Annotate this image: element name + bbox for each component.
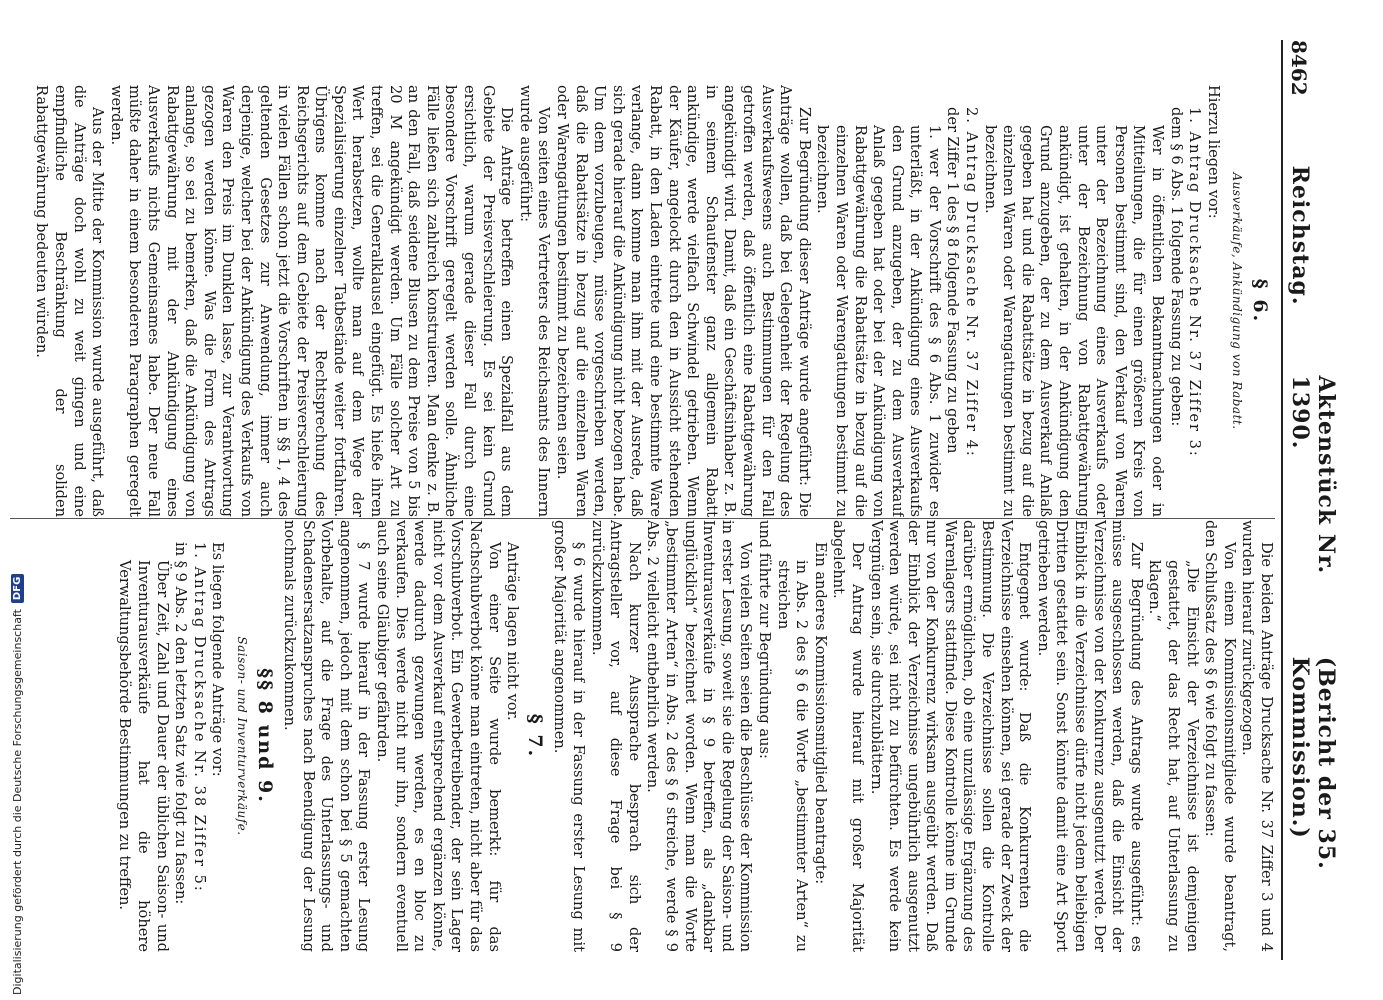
header-document: Aktenstück Nr. 1390. [1287,375,1339,575]
credit-text: Digitalisierung gefördert durch die Deutsche Forschungsgemeinschaft [11,609,24,995]
column-divider [10,518,1275,519]
paragraph: Entgegnet wurde: Daß die Konkurrenten die Verzeichnisse einsehen können, sei gerade der Zweck der Bestimmung. Die Verzeichnisse sollen die Kontrolle darüber ermöglichen, ob eine unzulässige Ergänzung des Warenlagers stattfinde. Diese Kontrolle könne im Grunde nur von der Konkurrenz wirksam ausgeübt werden. Daß der Einblick der Verzeichnisse ungebührlich ausgenutzt werden würde, sei nicht zu befürchten. Es werde kein Vergnügen sein, sie durchzublättern. [867,520,1034,952]
left-column [10,85,1275,517]
paragraph: Von einer Seite wurde bemerkt: für das Nachschubverbot könne man eintreten, nicht aber für das Vorschubverbot. Ein Gewerbetreibender, der sein Lager nicht vor dem Ausverkauf entsprechend ergänzen könne, werde dadurch gezwungen werden, es en bloc zu verkaufen. Dies werde nicht nur ihn, sondern eventuell auch seine Gläubiger gefährden. [374,520,503,952]
section-subtitle-6: Ausverkäufe, Ankündigung von Rabatt. [1230,172,1245,430]
paragraph: in Abs. 2 des § 6 die Worte „bestimmter Arten“ zu streichen [774,560,811,952]
paragraph: Die beiden Anträge Drucksache Nr. 37 Ziffer 3 und 4 wurden hierauf zurückgezogen. [1239,520,1275,952]
paragraph: Zur Begründung des Antrags wurde ausgeführt: es müsse ausgeschlossen werden, daß die Einsicht der Verzeichnisse von der Konkurrenz ausgenutzt werde. Der Einblick in die Verzeichnisse dürfe nicht jedem beliebigen Dritten gestattet sein. Sonst könnte damit eine Art Sport getrieben werden. [1034,520,1145,952]
dfg-logo: DFG [11,574,24,603]
section-subtitle-8-9: Saison- und Inventurverkäufe. [234,636,249,836]
header-rule [1281,40,1283,960]
paragraph: Nach kurzer Aussprache besprach sich der Antragsteller vor, auf diese Frage bei § 9 zurückzukommen. [588,520,643,952]
paragraph: Von vielen Seiten seien die Beschlüsse der Kommission in erster Lesung, soweit sie die Regelung der Saison- und Inventurausverkäufe in § 9 betreffen, als „dankbar unglücklich“ bezeichnet worden. Wenn man die Worte „bestimmter Arten“ in Abs. 2 des § 6 streiche, werde § 9 Abs. 2 vielleicht entbehrlich werden. [644,520,755,952]
paragraph: Zur Begründung dieser Anträge wurde angeführt: Die Anträge wollen, daß bei Gelegenheit der Regelung des Ausverkaufswesens auch Bestimmungen für den Fall getroffen werden, daß öffentlich eine Rabattgewährung angekündigt wird. Damit, daß ein Geschäftsinhaber z. B. in seinem Schaufenster ganz allgemein Rabatt ankündige, werde vielfach Schwindel getrieben. Wenn der Käufer, angelockt durch den in Aussicht stehenden Rabatt, in den Laden eintrete und eine bestimmte Ware verlange, dann komme man ihm mit der Ausrede, daß sich gerade hierauf die Ankündigung nicht bezogen habe. Um dem vorzubeugen, müsse vorgeschrieben werden, daß die Rabattsätze in bezug auf die einzelnen Waren oder Warengattungen bestimmt zu bezeichnen seien. [554,85,813,517]
paragraph: Der Antrag wurde hierauf mit großer Majorität abgelehnt. [830,520,866,952]
header-subtitle: (Bericht der 35. Kommission.) [1287,656,1339,870]
paragraph: § 7 wurde hierauf in der Fassung erster Lesung angenommen, jedoch mit dem schon bei § 5 gemachten Vorbehalte, auf die Frage des Unterlassungs- und Schadensersatzanspruches nach Beendigung der Lesung nochmals zurückzukommen. [281,520,373,952]
paragraph: Ein anderes Kommissionsmitglied beantragte: [811,542,829,885]
paragraph: 1. Antrag Drucksache Nr. 38 Ziffer 5: [190,542,208,893]
section-heading-8-9: §§ 8 und 9. [253,668,276,804]
paragraph: § 6 wurde hierauf in der Fassung erster Lesung mit großer Majorität angenommen. [551,520,588,952]
paragraph: Wer in öffentlichen Bekanntmachungen oder in Mitteilungen, die für einen größeren Kreis von Personen bestimmt sind, den Verkauf von Waren unter der Bezeichnung eines Ausverkaufs oder unter der Bezeichnung von Rabattgewährung ankündigt, ist gehalten, in der Ankündigung den Grund anzugeben, der zu dem Ausverkauf Anlaß gegeben hat und die Rabattsätze in bezug auf die einzelnen Waren oder Warengattungen bestimmt zu bezeichnen. [981,125,1167,517]
header-title: Reichstag. [1287,165,1313,306]
page-header [1287,40,1339,960]
paragraph: Die Anträge betreffen einen Spezialfall aus dem Gebiete der Preisverschleierung. Es sei kein Grund ersichtlich, warum gerade dieser Fall durch eine besondere Vorschrift geregelt werden solle. Ähnliche Fälle ließen sich zahlreich konstruieren. Man denke z. B. an den Fall, daß seidene Blusen zu dem Preise von 5 bis 20 M angekündigt werden. Um Fälle solcher Art zu treffen, sei die Generalklausel eingefügt. Es hieße ihren Wert herabsetzen, wollte man auf dem Wege der Spezialisierung einzelner Tatbestände weiter fortfahren. Übrigens komme nach der Rechtsprechung des Reichsgerichts auf dem Gebiete der Preisverschleierung in vielen Fällen schon jetzt die Vorschriften in §§ 1, 4 des geltenden Gesetzes zur Anwendung, immer auch derjenige, welcher bei der Ankündigung des Verkaufs von Waren den Preis im Dunklen lasse, zur Verantwortung gezogen werden könne. Was die Form des Antrags anlange, so sei zu bemerken, daß die Ankündigung von Rabattgewährung mit der Ankündigung eines Ausverkaufs nichts Gemeinsames habe. Der neue Fall müßte daher in einem besonderen Paragraphen geregelt werden. [107,85,516,517]
paragraph: 1. wer der Vorschrift des § 6 Abs. 1 zuwider es unterläßt, in der Ankündigung eines Ausverkaufs den Grund anzugeben, der zu dem Ausverkauf Anlaß gegeben hat oder bei der Ankündigung von Rabattgewährung die Rabattsätze in bezug auf die einzelnen Waren oder Warengattungen bestimmt zu bezeichnen. [814,125,943,517]
paragraph: Aus der Mitte der Kommission wurde ausgeführt, daß die Anträge doch wohl zu weit gingen und eine empfindliche Beschränkung der soliden Rabattgewährung bedeuten würden. [33,85,107,517]
paragraph: „Die Einsicht der Verzeichnisse ist demjenigen gestattet, der das Recht hat, auf Unterlassung zu klagen.“ [1146,560,1201,952]
section-heading-7: § 7. [523,713,546,759]
paragraph: Anträge lagen nicht vor. [504,542,522,721]
paragraph: in § 9 Abs. 2 den letzten Satz wie folgt zu fassen: [172,542,190,905]
paragraph: Über Zeit, Zahl und Dauer der üblichen Saison- und Inventurausverkäufe hat die höhere Verwaltungsbehörde Bestimmungen zu treffen. [116,560,171,952]
page-number: 8462 [1287,40,1311,96]
right-column [10,520,1275,952]
paragraph: der Ziffer 1 des § 8 folgende Fassung zu geben [944,107,962,454]
paragraph: Von seiten eines Vertreters des Reichsamts des Innern wurde ausgeführt: [516,85,553,517]
digitization-credit [11,574,24,995]
paragraph: Hierzu liegen vor: [1204,85,1222,219]
paragraph: dem § 6 Abs. 1 folgende Fassung zu geben: [1167,107,1185,427]
paragraph: Von einem Kommissionsmitgliede wurde beantragt, den Schlußsatz des § 6 wie folgt zu fassen: [1202,520,1238,952]
paragraph: 1. Antrag Drucksache Nr. 37 Ziffer 3: [1186,107,1204,458]
section-heading-6: § 6. [1249,278,1271,324]
paragraph: 2. Antrag Drucksache Nr. 37 Ziffer 4: [963,107,981,458]
paragraph: und führte zur Begründung aus: [755,520,773,759]
paragraph: Es liegen folgende Anträge vor: [209,542,227,777]
